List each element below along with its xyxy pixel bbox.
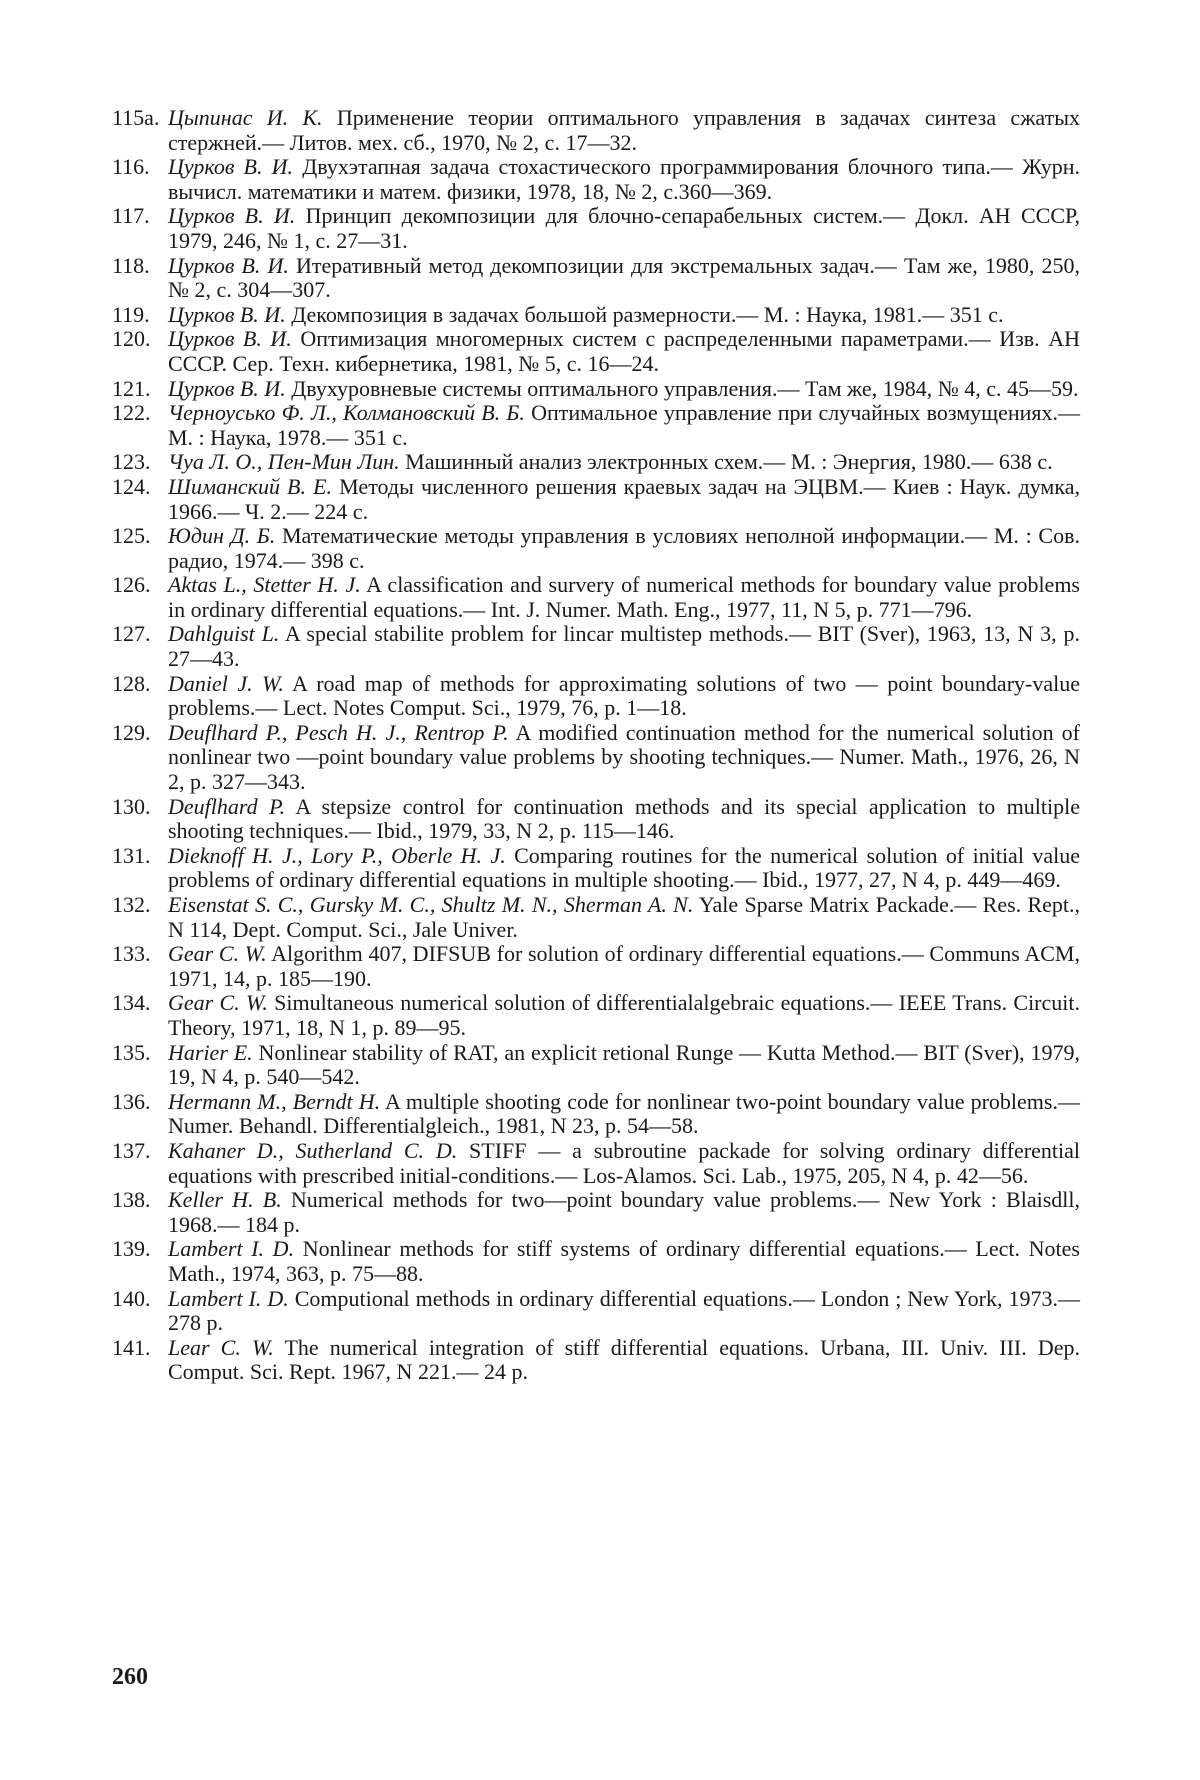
- reference-authors: Aktas L., Stetter H. J.: [168, 572, 361, 598]
- reference-number: 135.: [112, 1039, 151, 1065]
- reference-entry: [112, 450, 1080, 475]
- reference-number: 129.: [112, 719, 151, 745]
- reference-authors: Lambert I. D.: [168, 1236, 295, 1262]
- reference-number: 139.: [112, 1236, 151, 1262]
- reference-number: 119.: [112, 301, 150, 327]
- reference-list: [112, 106, 1080, 1385]
- reference-text: A modified continuation method for the numerical solution of nonlinear two —point boundary value problems by shooting techniques.— Numer. Math., 1976, 26, N 2, p. 327—343.: [168, 719, 1080, 795]
- reference-text: Декомпозиция в задачах большой размерности.— М. : Наука, 1981.— 351 с.: [285, 301, 1004, 327]
- reference-entry: [112, 303, 1080, 328]
- reference-authors: Deuflhard P., Pesch H. J., Rentrop P.: [168, 719, 509, 745]
- reference-number: 137.: [112, 1137, 151, 1163]
- reference-text: Двухэтапная задача стохастического программирования блочного типа.— Журн. вычисл. математики и матем. физики, 1978, 18, № 2, с.360—369.: [168, 154, 1080, 204]
- reference-authors: Daniel J. W.: [168, 670, 284, 696]
- reference-text: Двухуровневые системы оптимального управления.— Там же, 1984, № 4, с. 45—59.: [285, 375, 1079, 401]
- reference-number: 120.: [112, 326, 151, 352]
- reference-text: Simultaneous numerical solution of differentialalgebraic equations.— IEEE Trans. Circuit. Theory, 1971, 18, N 1, p. 89—95.: [168, 990, 1080, 1040]
- reference-entry: [112, 893, 1080, 942]
- reference-text: Применение теории оптимального управления в задачах синтеза сжатых стержней.— Литов. мех. сб., 1970, № 2, с. 17—32.: [168, 105, 1080, 155]
- reference-entry: [112, 475, 1080, 524]
- reference-authors: Черноусько Ф. Л., Колмановский В. Б.: [168, 400, 525, 426]
- reference-entry: [112, 106, 1080, 155]
- reference-authors: Цурков В. И.: [168, 154, 294, 180]
- reference-number: 122.: [112, 400, 151, 426]
- reference-number: 140.: [112, 1285, 151, 1311]
- reference-authors: Lambert I. D.: [168, 1285, 289, 1311]
- reference-text: A multiple shooting code for nonlinear two-point boundary value problems.— Numer. Behandl. Differentialgleich., 1981, N 23, p. 54—58.: [168, 1088, 1080, 1139]
- reference-entry: [112, 844, 1080, 893]
- reference-entry: [112, 1336, 1080, 1385]
- reference-text: Математические методы управления в условиях неполной информации.— М. : Сов. радио, 1974.— 398 с.: [168, 523, 1080, 573]
- reference-text: A classification and survery of numerical methods for boundary value problems in ordinary differential equations.— Int. J. Numer. Math. Eng., 1977, 11, N 5, p. 771—796.: [168, 572, 1080, 622]
- reference-authors: Deuflhard P.: [168, 793, 286, 819]
- reference-entry: [112, 1188, 1080, 1237]
- reference-text: Algorithm 407, DIFSUB for solution of ordinary differential equations.— Communs ACM, 1971, 14, p. 185—190.: [168, 941, 1080, 991]
- reference-authors: Цурков В. И.: [168, 252, 289, 278]
- reference-number: 141.: [112, 1334, 151, 1360]
- reference-text: Машинный анализ электронных схем.— М. : Энергия, 1980.— 638 с.: [399, 449, 1053, 475]
- reference-authors: Eisenstat S. C., Gursky M. C., Shultz M. N., Sherman A. N.: [168, 892, 694, 917]
- reference-authors: Чуа Л. О., Пен-Мин Лин.: [168, 449, 400, 475]
- reference-authors: Цурков В. И.: [168, 203, 296, 229]
- reference-text: Nonlinear methods for stiff systems of ordinary differential equations.— Lect. Notes Math., 1974, 363, p. 75—88.: [168, 1236, 1080, 1286]
- reference-number: 133.: [112, 941, 151, 967]
- reference-authors: Шиманский В. Е.: [168, 473, 333, 499]
- reference-entry: [112, 795, 1080, 844]
- reference-number: 121.: [112, 375, 151, 401]
- page-number: 260: [112, 1664, 148, 1690]
- reference-entry: [112, 1287, 1080, 1336]
- reference-text: A road map of methods for approximating solutions of two — point boundary-value problems.— Lect. Notes Comput. Sci., 1979, 76, p. 1—18.: [168, 670, 1080, 721]
- reference-entry: [112, 204, 1080, 253]
- reference-text: Оптимизация многомерных систем с распределенными параметрами.— Изв. АН СССР. Сер. Техн. кибернетика, 1981, № 5, с. 16—24.: [168, 326, 1080, 376]
- reference-number: 115a.: [112, 105, 160, 130]
- reference-number: 138.: [112, 1187, 151, 1213]
- reference-number: 126.: [112, 572, 151, 598]
- reference-authors: Keller H. B.: [168, 1187, 282, 1213]
- reference-text: Comparing routines for the numerical solution of initial value problems of ordinary differential equations in multiple shooting.— Ibid., 1977, 27, N 4, p. 449—469.: [168, 842, 1080, 893]
- reference-number: 128.: [112, 670, 151, 696]
- reference-text: Computional methods in ordinary differential equations.— London ; New York, 1973.— 278 p.: [168, 1285, 1080, 1336]
- reference-entry: [112, 1041, 1080, 1090]
- reference-text: A stepsize control for continuation methods and its special application to multiple shooting techniques.— Ibid., 1979, 33, N 2, p. 115—146.: [168, 793, 1080, 844]
- reference-number: 118.: [112, 252, 150, 278]
- reference-authors: Цыпинас И. К.: [168, 105, 323, 130]
- reference-text: Оптимальное управление при случайных возмущениях.— М. : Наука, 1978.— 351 с.: [168, 400, 1080, 450]
- reference-entry: [112, 1090, 1080, 1139]
- reference-authors: Gear C. W.: [168, 990, 268, 1016]
- reference-text: Принцип декомпозиции для блочно-сепарабельных систем.— Докл. АН СССР, 1979, 246, № 1, с. 27—31.: [168, 203, 1080, 253]
- reference-entry: [112, 327, 1080, 376]
- reference-text: Yale Sparse Matrix Packade.— Res. Rept., N 114, Dept. Comput. Sci., Jale Univer.: [168, 892, 1080, 942]
- reference-authors: Юдин Д. Б.: [168, 523, 276, 549]
- reference-number: 127.: [112, 621, 151, 647]
- reference-number: 117.: [112, 203, 150, 229]
- reference-authors: Gear C. W.: [168, 941, 267, 967]
- reference-number: 136.: [112, 1088, 151, 1114]
- reference-entry: [112, 942, 1080, 991]
- reference-entry: [112, 1237, 1080, 1286]
- reference-text: Numerical methods for two—point boundary value problems.— New York : Blaisdll, 1968.— 184 p.: [168, 1187, 1080, 1237]
- reference-text: Nonlinear stability of RAT, an explicit retional Runge — Kutta Method.— BIT (Sver), 1979, 19, N 4, p. 540—542.: [168, 1039, 1080, 1090]
- reference-number: 134.: [112, 990, 151, 1016]
- reference-authors: Hermann M., Berndt H.: [168, 1088, 381, 1114]
- reference-number: 123.: [112, 449, 151, 475]
- reference-authors: Harier E.: [168, 1039, 253, 1065]
- reference-entry: [112, 991, 1080, 1040]
- reference-authors: Lear C. W.: [168, 1334, 274, 1360]
- reference-authors: Kahaner D., Sutherland C. D.: [168, 1137, 458, 1163]
- reference-entry: [112, 672, 1080, 721]
- reference-number: 131.: [112, 842, 151, 868]
- reference-number: 125.: [112, 523, 151, 549]
- reference-authors: Цурков В. И.: [168, 326, 292, 352]
- reference-number: 132.: [112, 892, 151, 917]
- reference-entry: [112, 254, 1080, 303]
- reference-entry: [112, 721, 1080, 795]
- reference-number: 124.: [112, 473, 151, 499]
- reference-text: STIFF — a subroutine packade for solving ordinary differential equations with prescribed initial-conditions.— Los-Alamos. Sci. Lab., 1975, 205, N 4, p. 42—56.: [168, 1137, 1081, 1188]
- reference-text: Итеративный метод декомпозиции для экстремальных задач.— Там же, 1980, 250, № 2, с. 304—307.: [168, 252, 1080, 303]
- reference-text: The numerical integration of stiff differential equations. Urbana, III. Univ. III. Dep. Comput. Sci. Rept. 1967, N 221.— 24 p.: [168, 1334, 1080, 1385]
- reference-number: 130.: [112, 793, 151, 819]
- reference-entry: [112, 622, 1080, 671]
- reference-entry: [112, 573, 1080, 622]
- reference-text: Методы численного решения краевых задач на ЭЦВМ.— Киев : Наук. думка, 1966.— Ч. 2.— 224 с.: [168, 473, 1080, 524]
- reference-authors: Dieknoff H. J., Lory P., Oberle H. J.: [168, 842, 506, 868]
- reference-number: 116.: [112, 154, 150, 180]
- reference-entry: [112, 524, 1080, 573]
- reference-entry: [112, 401, 1080, 450]
- reference-authors: Цурков В. И.: [168, 375, 286, 401]
- reference-text: A special stabilite problem for lincar multistep methods.— BIT (Sver), 1963, 13, N 3, p. 27—43.: [168, 621, 1080, 672]
- reference-authors: Цурков В. И.: [168, 301, 286, 327]
- reference-entry: [112, 377, 1080, 402]
- reference-entry: [112, 1139, 1080, 1188]
- reference-entry: [112, 155, 1080, 204]
- reference-authors: Dahlguist L.: [168, 621, 280, 647]
